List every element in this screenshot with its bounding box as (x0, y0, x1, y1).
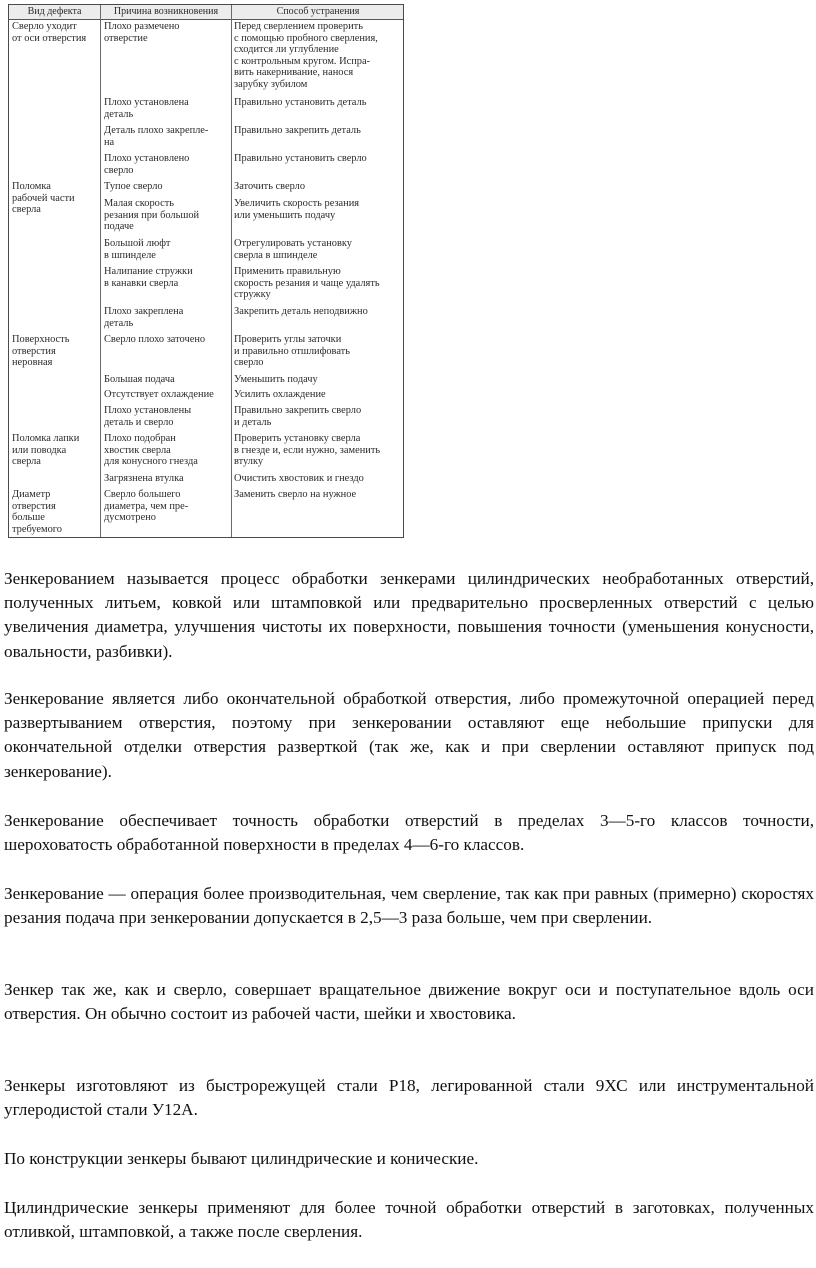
paragraph: Зенкеры изготовляют из быстрорежущей стали Р18, легированной стали 9ХС или инструментальной углеродистой стали У12А. (4, 1076, 814, 1120)
paragraph: Цилиндрические зенкеры применяют для более точной обработки отверстий в заготовках, полученных отливкой, штамповкой, а также после сверления. (4, 1198, 814, 1242)
cell-remedy: Заменить сверло на нужное (234, 489, 357, 500)
table-header (9, 5, 403, 20)
cell-remedy: Перед сверлением проверить с помощью пробного сверления, сходится ли углубление с контрольным кругом. Испра- вить накернивание, нанося зарубку зубилом (234, 21, 378, 90)
cell-remedy: Проверить углы заточки и правильно отшлифовать сверло (234, 334, 350, 369)
cell-cause: Сверло большего диаметра, чем пре- дусмотрено (104, 489, 189, 524)
paragraph: Зенкерованием называется процесс обработки зенкерами цилиндрических необработанных отверстий, полученных литьем, ковкой или штамповкой или предварительно просверленных отверстий с целью увеличения диаметра, улучшения чистоты их поверхности, повышения точности (уменьшения конусности, овальности, разбивки). (4, 569, 814, 661)
cell-remedy: Отрегулировать установку сверла в шпинделе (234, 238, 352, 261)
cell-cause: Сверло плохо заточено (104, 334, 206, 345)
cell-remedy: Уменьшить подачу (234, 374, 318, 385)
cell-cause: Большая подача (104, 374, 175, 385)
cell-defect: Поломка лапки или поводка сверла (12, 433, 80, 468)
paragraph: Зенкерование — операция более производительная, чем сверление, так как при равных (примерно) скоростях резания подача при зенкеровании допускается в 2,5—3 раза больше, чем при сверлении. (4, 884, 814, 928)
cell-cause: Загрязнена втулка (104, 473, 184, 484)
paragraph: Зенкерование обеспечивает точность обработки отверстий в пределах 3—5-го классов точности, шероховатость обработанной поверхности в пределах 4—6-го классов. (4, 811, 814, 855)
cell-cause: Отсутствует охлаждение (104, 389, 214, 400)
cell-remedy: Применить правильную скорость резания и чаще удалять стружку (234, 266, 380, 301)
cell-defect: Диаметр отверстия больше требуемого (12, 489, 63, 535)
header-defect: Вид дефекта (27, 6, 82, 17)
cell-remedy: Правильно закрепить деталь (234, 125, 361, 136)
cell-remedy: Увеличить скорость резания или уменьшить подачу (234, 198, 360, 221)
cell-cause: Тупое сверло (104, 181, 163, 192)
cell-cause: Плохо закреплена деталь (104, 306, 184, 329)
paragraph: По конструкции зенкеры бывают цилиндрические и конические. (4, 1149, 479, 1168)
cell-defect: Сверло уходит от оси отверстия (12, 21, 87, 44)
cell-cause: Плохо установлено сверло (104, 153, 190, 176)
cell-defect: Поломка рабочей части сверла (12, 181, 75, 216)
cell-cause: Малая скорость резания при большой подаче (104, 198, 200, 233)
cell-remedy: Закрепить деталь неподвижно (234, 306, 368, 317)
header-cause: Причина возникновения (113, 6, 219, 17)
cell-cause: Плохо установлены деталь и сверло (104, 405, 192, 428)
cell-remedy: Проверить установку сверла в гнезде и, если нужно, заменить втулку (234, 433, 381, 468)
cell-remedy: Очистить хвостовик и гнездо (234, 473, 364, 484)
cell-remedy: Правильно закрепить сверло и деталь (234, 405, 362, 428)
cell-remedy: Заточить сверло (234, 181, 306, 192)
cell-cause: Плохо установлена деталь (104, 97, 189, 120)
defects-table (8, 4, 404, 538)
cell-defect: Поверхность отверстия неровная (12, 334, 70, 369)
cell-cause: Плохо размечено отверстие (104, 21, 180, 44)
cell-remedy: Правильно установить сверло (234, 153, 367, 164)
cell-cause: Большой люфт в шпинделе (104, 238, 171, 261)
column-divider (100, 5, 101, 537)
header-remedy: Способ устранения (276, 6, 360, 17)
paragraph: Зенкер так же, как и сверло, совершает вращательное движение вокруг оси и поступательное вдоль оси отверстия. Он обычно состоит из рабочей части, шейки и хвостовика. (4, 980, 814, 1024)
cell-cause: Деталь плохо закрепле- на (104, 125, 209, 148)
cell-remedy: Правильно установить деталь (234, 97, 367, 108)
paragraph: Зенкерование является либо окончательной обработкой отверстия, либо промежуточной операцией перед развертыванием отверстия, поэтому при зенкеровании оставляют еще небольшие припуски для окончательной отделки отверстия разверткой (так же, как и при сверлении оставляют припуск под зенкерование). (4, 689, 814, 781)
cell-remedy: Усилить охлаждение (234, 389, 326, 400)
cell-cause: Налипание стружки в канавки сверла (104, 266, 193, 289)
cell-cause: Плохо подобран хвостик сверла для конусного гнезда (104, 433, 198, 468)
